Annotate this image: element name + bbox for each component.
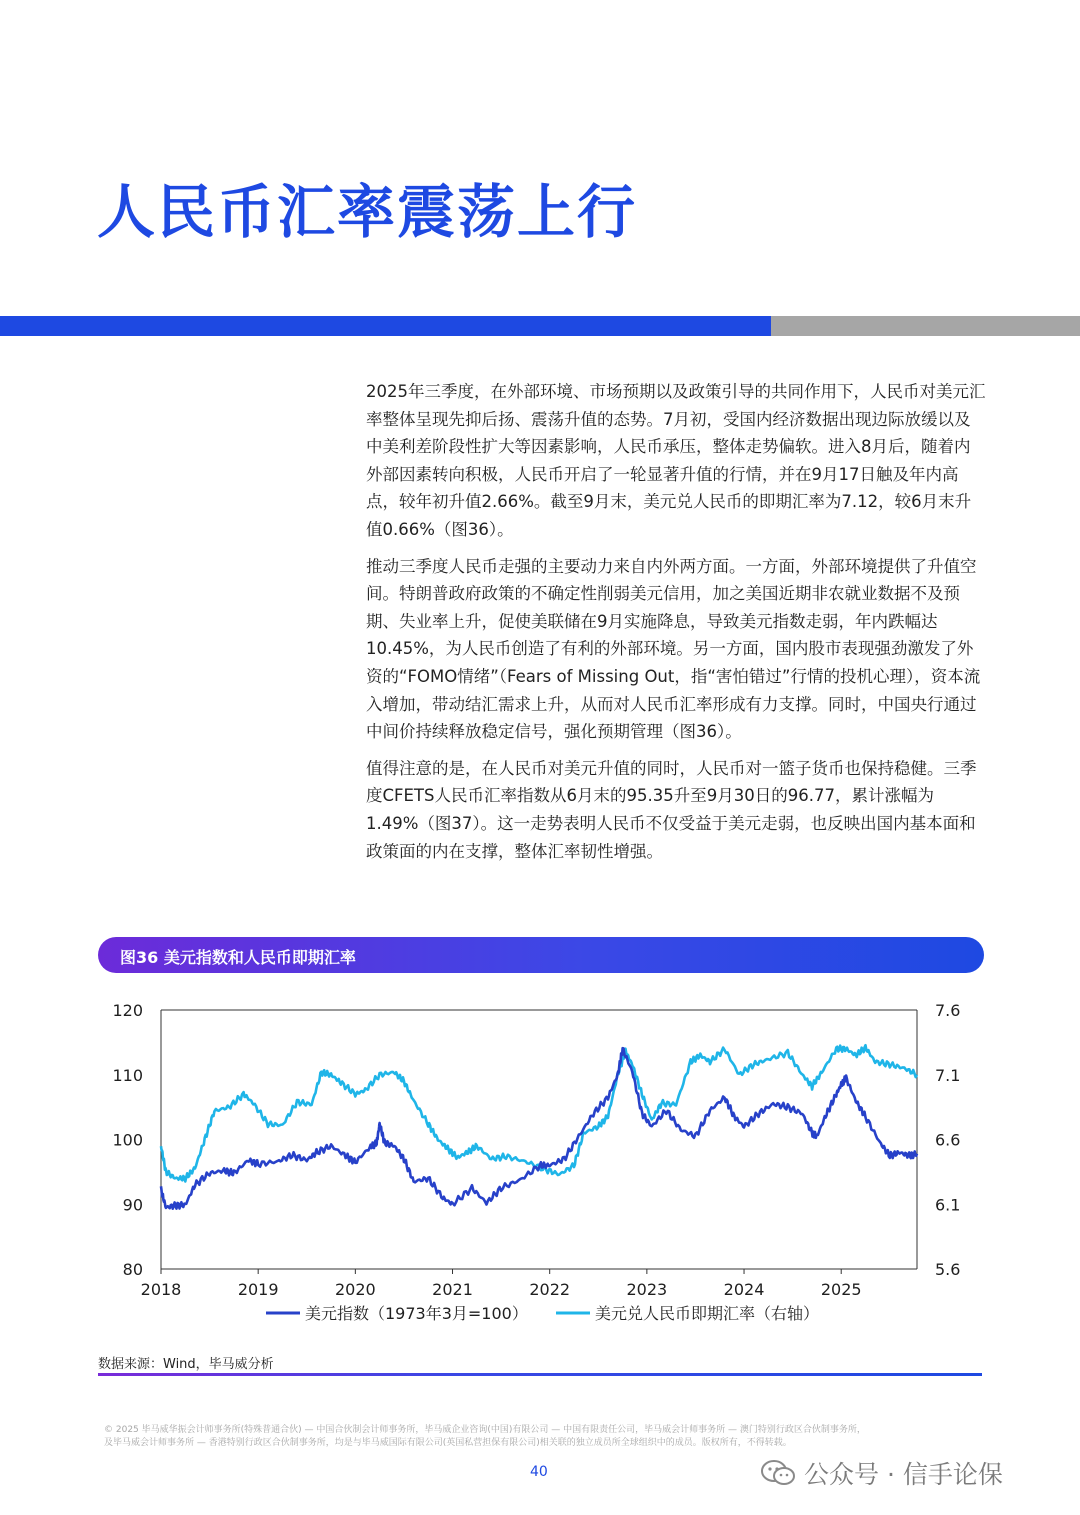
header-band-blue <box>0 316 771 336</box>
series-line-usd-index <box>161 1048 917 1209</box>
x-tick-label: 2022 <box>529 1280 571 1299</box>
series-line-usdcny <box>161 1045 917 1181</box>
y-right-tick-label: 6.1 <box>935 1195 961 1215</box>
figure-title-bar <box>98 937 984 973</box>
y-right-tick-label: 5.6 <box>935 1260 961 1279</box>
y-left-tick-label: 120 <box>112 1001 143 1020</box>
x-tick-label: 2025 <box>820 1280 862 1299</box>
y-right-tick-label: 6.6 <box>935 1130 961 1150</box>
y-right-tick-label: 7.6 <box>935 1001 961 1020</box>
x-tick-label: 2024 <box>723 1280 765 1299</box>
watermark-text: 公众号 · 信手论保 <box>804 1460 1003 1489</box>
copyright <box>104 1424 984 1450</box>
y-left-tick-label: 100 <box>112 1130 143 1150</box>
figure-title: 图36 美元指数和人民币即期汇率 <box>120 948 356 967</box>
x-tick-label: 2018 <box>140 1280 182 1299</box>
legend-label-usdcny: 美元兑人民币即期汇率（右轴） <box>595 1304 820 1323</box>
copyright-line-1: © 2025 毕马威华振会计师事务所(特殊普通合伙) — 中国合伙制会计师事务所，毕马威企业咨询(中国)有限公司 — 中国有限责任公司，毕马威会计师事务所 — 澳门特别行政区合伙制事务所， <box>104 1425 866 1435</box>
data-source: 数据来源：Wind，毕马威分析 <box>98 1357 274 1372</box>
line-chart <box>98 990 984 1340</box>
page-number: 40 <box>530 1464 548 1480</box>
source-divider <box>98 1373 982 1376</box>
x-tick-label: 2020 <box>334 1280 376 1299</box>
wechat-watermark <box>760 1455 1003 1491</box>
y-right-tick-label: 7.1 <box>935 1065 961 1085</box>
paragraph-1: 2025年三季度，在外部环境、市场预期以及政策引导的共同作用下，人民币对美元汇率整体呈现先抑后扬、震荡升值的态势。7月初，受国内经济数据出现边际放缓以及中美利差阶段性扩大等因素影响，人民币承压，整体走势偏软。进入8月后，随着内外部因素转向积极，人民币开启了一轮显著升值的行情，并在9月17日触及年内高点，较年初升值2.66%。截至9月末，美元兑人民币的即期汇率为7.12，较6月末升值0.66%（图36）。 <box>366 382 986 539</box>
paragraph-2: 推动三季度人民币走强的主要动力来自内外两方面。一方面，外部环境提供了升值空间。特朗普政府政策的不确定性削弱美元信用，加之美国近期非农就业数据不及预期、失业率上升，促使美联储在9月实施降息，导致美元指数走弱，年内跌幅达10.45%，为人民币创造了有利的外部环境。另一方面，国内股市表现强劲激发了外资的“FOMO情绪”（Fears of Missing Out，指“害怕错过”行情的投机心理），资本流入增加，带动结汇需求上升，从而对人民币汇率形成有力支撑。同时，中国央行通过中间价持续释放稳定信号，强化预期管理（图36）。 <box>366 556 981 742</box>
wechat-icon <box>760 1459 796 1487</box>
x-tick-label: 2021 <box>432 1280 473 1299</box>
page-title: 人民币汇率震荡上行 <box>97 178 638 246</box>
paragraph-3: 值得注意的是，在人民币对美元升值的同时，人民币对一篮子货币也保持稳健。三季度CFETS人民币汇率指数从6月末的95.35升至9月30日的96.77，累计涨幅为1.49%（图37）。这一走势表明人民币不仅受益于美元走弱，也反映出国内基本面和政策面的内在支撑，整体汇率韧性增强。 <box>366 758 977 861</box>
body-text <box>366 378 986 874</box>
y-left-tick-label: 110 <box>112 1065 143 1085</box>
chart-svg <box>98 990 984 1340</box>
legend-label-usd-index: 美元指数（1973年3月=100） <box>305 1304 528 1323</box>
y-left-tick-label: 80 <box>122 1260 143 1279</box>
x-tick-label: 2019 <box>237 1280 279 1299</box>
copyright-line-2: 及毕马威会计师事务所 — 香港特别行政区合伙制事务所，均是与毕马威国际有限公司(英国私营担保有限公司)相关联的独立成员所全球组织中的成员。版权所有，不得转载。 <box>104 1438 792 1448</box>
x-tick-label: 2023 <box>626 1280 668 1299</box>
y-left-tick-label: 90 <box>122 1195 143 1215</box>
header-band-gray <box>771 316 1080 336</box>
